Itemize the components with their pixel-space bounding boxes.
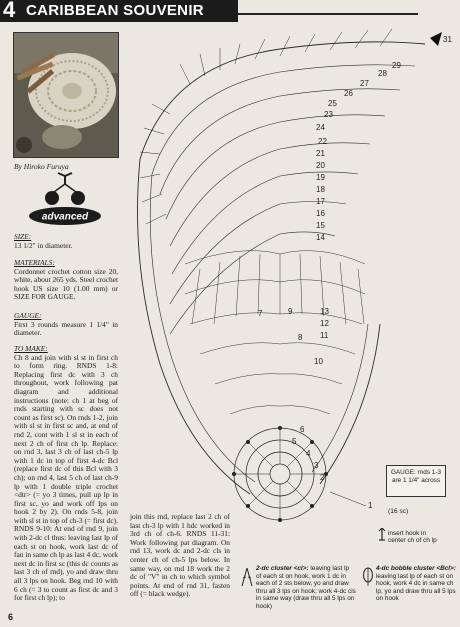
cluster-legend [256, 565, 356, 611]
round-label: 10 [314, 357, 323, 366]
difficulty-badge [22, 172, 108, 233]
to-make-section [14, 345, 118, 603]
ring-label: (16 sc) [388, 508, 409, 515]
bobble-legend-title: 4-dc bobble cluster <Bcl>: [376, 565, 456, 572]
cluster-symbol-icon [240, 566, 254, 593]
round-label: 25 [328, 99, 337, 108]
round-label: 28 [378, 69, 387, 78]
round-label: 17 [316, 197, 325, 206]
round-label: 16 [316, 209, 325, 218]
round-label: 29 [392, 61, 401, 70]
materials-section [14, 259, 118, 302]
round-label: 24 [316, 123, 325, 132]
cluster-legend-title: 2-dc cluster <cl>: [256, 565, 309, 572]
pattern-diagram [130, 24, 455, 524]
size-heading: SIZE: [14, 232, 32, 241]
badge-label: advanced [41, 211, 89, 223]
hook-note [388, 530, 437, 545]
round-label: 7 [258, 309, 263, 318]
round-label: 20 [316, 161, 325, 170]
size-text: 13 1/2" in diameter. [14, 240, 73, 250]
round-label: 4 [306, 449, 311, 458]
round-label: 9 [288, 307, 293, 316]
round-label: 6 [300, 425, 305, 434]
page-title: CARIBBEAN SOUVENIR [26, 2, 204, 19]
round-label: 27 [360, 79, 369, 88]
gauge-callout [386, 465, 446, 497]
to-make-text: Ch 8 and join with sl st in first ch to form ring. RNDS 1-8: Replacing first dc with 3 ch throughout, work following pat diagram and additional instructions (note: ch 1 at beg of rnds starting with sc does not count as first sc). On rnds 1-2, join with sl st in first sc and, at end of rnd 2, cont with 1 sl st in each of next 2 ch of first ch lp. Replace: on rnd 3, last 3 ch of last ch-5 lp with 1 dc in top of first 4-dc Bcl (replace first dc of this Bcl with 3 ch); on rnd 4, last 5 ch of last ch-9 lp with 1 double triple crochet <dtr> (= yo 3 times, pull up lp in first sc, yo and work off lps on hook 2 by 2). On rnds 5-8, join with sl st in top of ch-3 (= first dc). RNDS 9-10: At end of rnd 9, join with 2-dc cl thus: leaving last lp of each st on hook, work last dc of fan in same ch lp as last 4 dc, work next dc in first sc (this dc counts as last 3 ch of rnd), yo and draw thru all 3 lps on hook. Beg rnd 10 with 6 ch (= 3 to count as first dc and 3 for first ch lp); to [14, 352, 118, 603]
round-label: 3 [314, 461, 319, 470]
round-label: 15 [316, 221, 325, 230]
round-label: 22 [318, 137, 327, 146]
gauge-callout-line1: GAUGE: rnds 1-3 [390, 469, 442, 476]
round-label: 8 [298, 333, 303, 342]
fasten-off-wedge-icon [430, 32, 442, 46]
round-label: 18 [316, 185, 325, 194]
header-rule [238, 13, 418, 15]
byline: By Hiroko Furuya [14, 162, 69, 171]
gauge-text: First 3 rounds measure 1 1/4" in diameter. [14, 319, 118, 338]
round-label: 31 [443, 35, 452, 44]
gauge-callout-line2: are 1 1/4" across [391, 476, 441, 484]
round-label: 14 [316, 233, 325, 242]
page-number: 6 [8, 612, 14, 622]
continued-instructions: join this rnd, replace last 2 ch of last ch-3 lp with 1 hdc worked in 3rd ch of ch-6. RNDS 11-31: Work following pat diagram. On rnd 13, work dc and 2-dc cls in center ch of ch-5 lps below. In same way, on rnd 18 work the 2 dc of "V" in ch to which symbol points. At end of rnd 31, fasten off (= black wedge). [130, 512, 230, 599]
round-label: 2 [320, 473, 325, 482]
round-label: 26 [344, 89, 353, 98]
round-label: 11 [320, 331, 329, 340]
bobble-symbol-icon [362, 566, 374, 593]
round-label: 13 [320, 307, 329, 316]
hook-symbol-icon [378, 528, 386, 547]
materials-text: Cordonnet crochet cotton size 20, white, about 265 yds. Steel crochet hook US size 10 (1.00 mm) or SIZE FOR GAUGE. [14, 266, 118, 302]
doily-photo [13, 32, 119, 158]
gauge-section [14, 312, 118, 338]
round-label: 23 [324, 110, 333, 119]
round-label: 1 [368, 501, 373, 510]
size-section [14, 233, 118, 250]
bobble-legend-text: leaving last lp of each st on hook, work 4 dc in same ch lp, yo and draw thru all 5 lps on hook [376, 572, 456, 603]
to-make-heading: TO MAKE: [14, 344, 48, 353]
hook-note-line2: center ch of ch lp [388, 537, 437, 545]
round-label: 19 [316, 173, 325, 182]
cluster-legend-text: leaving last lp of each st on hook, work 1 dc in each of 2 sts below, yo and draw thru all 3 lps on hook; work 4-dc cls in same way (draw thru all 5 lps on hook) [256, 565, 356, 610]
round-label: 12 [320, 319, 329, 328]
bobble-legend [376, 565, 456, 603]
pattern-number: 4 [3, 0, 16, 22]
materials-heading: MATERIALS: [14, 258, 55, 267]
round-label: 5 [292, 437, 297, 446]
gauge-heading: GAUGE: [14, 311, 42, 320]
hook-note-line1: insert hook in [388, 530, 427, 537]
round-label: 21 [316, 149, 325, 158]
